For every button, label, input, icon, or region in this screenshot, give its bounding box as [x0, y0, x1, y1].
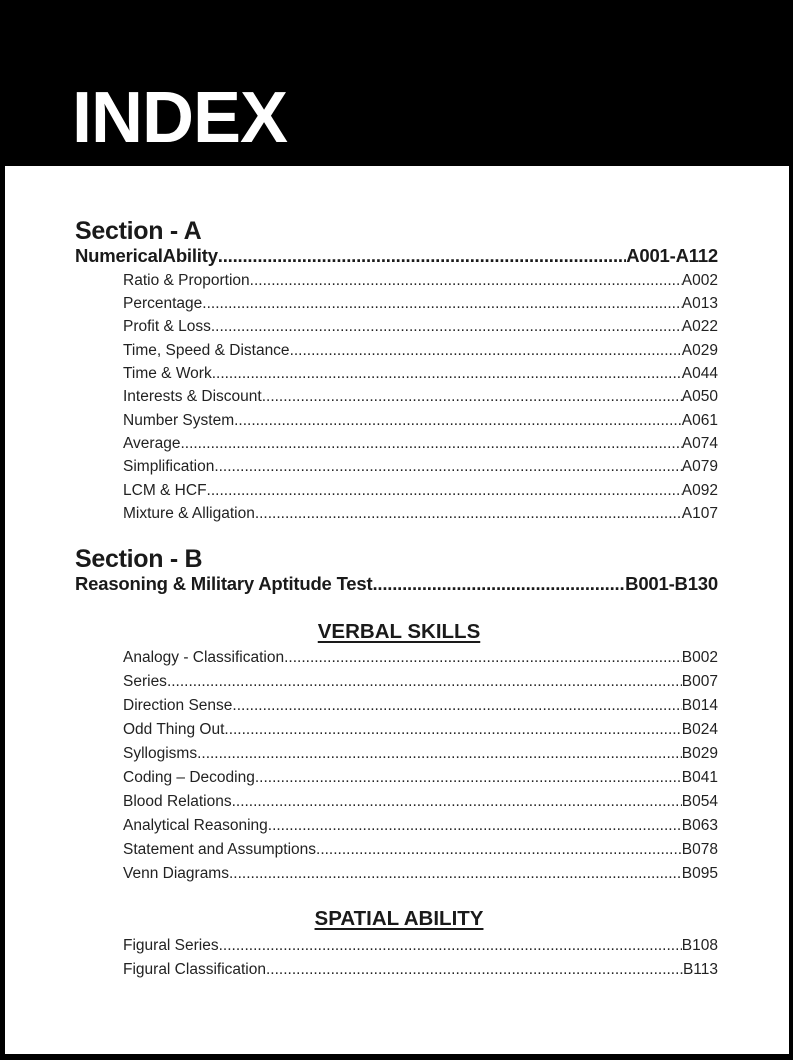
- toc-entry[interactable]: [123, 720, 718, 740]
- entry-page: A044: [681, 365, 718, 382]
- entry-page: A107: [681, 505, 718, 522]
- toc-entry[interactable]: [123, 294, 718, 314]
- entry-label: Mixture & Alligation: [123, 505, 255, 522]
- dot-leader: [262, 387, 682, 407]
- entry-label: Percentage: [123, 295, 203, 312]
- entry-label: Statement and Assumptions: [123, 841, 317, 858]
- toc-entry[interactable]: [123, 816, 718, 836]
- verbal-skills-heading: VERBAL SKILLS: [317, 620, 481, 643]
- entry-label: Ratio & Proportion: [123, 272, 250, 289]
- dot-leader: [284, 648, 682, 668]
- entry-page: A029: [681, 342, 718, 359]
- entry-page: B029: [681, 745, 718, 762]
- entry-page: B054: [681, 793, 718, 810]
- toc-entry[interactable]: [123, 364, 718, 384]
- dot-leader: [219, 936, 682, 956]
- section-a-main-entry[interactable]: [75, 245, 718, 267]
- toc-entry[interactable]: [123, 696, 718, 716]
- entry-page: A061: [681, 412, 718, 429]
- entry-label: Interests & Discount: [123, 388, 262, 405]
- toc-entry[interactable]: [123, 341, 718, 361]
- toc-entry[interactable]: [123, 457, 718, 477]
- entry-page: A013: [681, 295, 718, 312]
- entry-label: LCM & HCF: [123, 482, 207, 499]
- dot-leader: [207, 481, 682, 501]
- entry-page: B063: [681, 817, 718, 834]
- entry-label: Coding – Decoding: [123, 769, 255, 786]
- toc-entry[interactable]: [123, 317, 718, 337]
- section-a-heading: Section - A: [75, 217, 202, 245]
- section-b-heading: Section - B: [75, 545, 203, 573]
- toc-entry[interactable]: [123, 768, 718, 788]
- entry-page: A002: [681, 272, 718, 289]
- entry-page: B002: [681, 649, 718, 666]
- dot-leader: [232, 696, 681, 716]
- header-banner: [0, 0, 793, 166]
- entry-label: Direction Sense: [123, 697, 233, 714]
- entry-label: Simplification: [123, 458, 215, 475]
- entry-page: B078: [681, 841, 718, 858]
- dot-leader: [212, 364, 682, 384]
- toc-entry[interactable]: [123, 864, 718, 884]
- entry-page: B041: [681, 769, 718, 786]
- entry-label: Average: [123, 435, 181, 452]
- dot-leader: [234, 411, 682, 431]
- toc-entry[interactable]: [123, 744, 718, 764]
- entry-label: Blood Relations: [123, 793, 232, 810]
- entry-page: B108: [681, 937, 718, 954]
- dot-leader: [232, 792, 682, 812]
- entry-label: Time & Work: [123, 365, 212, 382]
- entry-page: B014: [681, 697, 718, 714]
- entry-label: Venn Diagrams: [123, 865, 229, 882]
- entry-page: B095: [681, 865, 718, 882]
- entry-page: A001-A112: [626, 245, 718, 266]
- dot-leader: [224, 720, 681, 740]
- entry-page: B001-B130: [625, 573, 718, 594]
- toc-entry[interactable]: [123, 504, 718, 524]
- dot-leader: [268, 816, 682, 836]
- section-b-main-entry[interactable]: [75, 573, 718, 595]
- entry-page: A022: [681, 318, 718, 335]
- dot-leader: [266, 960, 683, 980]
- entry-page: A074: [681, 435, 718, 452]
- dot-leader: [229, 864, 682, 884]
- entry-page: A092: [681, 482, 718, 499]
- entry-page: A079: [681, 458, 718, 475]
- toc-entry[interactable]: [123, 271, 718, 291]
- entry-label: Time, Speed & Distance: [123, 342, 290, 359]
- toc-entry[interactable]: [123, 792, 718, 812]
- toc-entry[interactable]: [123, 840, 718, 860]
- dot-leader: [290, 341, 682, 361]
- entry-label: Syllogisms: [123, 745, 198, 762]
- dot-leader: [167, 672, 682, 692]
- toc-entry[interactable]: [123, 936, 718, 956]
- entry-label: Figural Series: [123, 937, 219, 954]
- entry-label: Analogy - Classification: [123, 649, 285, 666]
- entry-page: B113: [682, 961, 718, 978]
- dot-leader: [316, 840, 682, 860]
- dot-leader: [372, 573, 625, 595]
- dot-leader: [218, 245, 626, 267]
- toc-entry[interactable]: [123, 434, 718, 454]
- entry-label: Series: [123, 673, 167, 690]
- toc-entry[interactable]: [123, 481, 718, 501]
- toc-entry[interactable]: [123, 672, 718, 692]
- dot-leader: [197, 744, 682, 764]
- dot-leader: [211, 317, 682, 337]
- entry-label: Odd Thing Out: [123, 721, 225, 738]
- dot-leader: [255, 768, 682, 788]
- dot-leader: [202, 294, 682, 314]
- toc-entry[interactable]: [123, 387, 718, 407]
- entry-page: B024: [681, 721, 718, 738]
- dot-leader: [250, 271, 682, 291]
- toc-entry[interactable]: [123, 411, 718, 431]
- entry-label: Profit & Loss: [123, 318, 211, 335]
- page-title: INDEX: [72, 78, 288, 158]
- entry-label: Reasoning & Military Aptitude Test: [75, 573, 373, 594]
- entry-label: Number System: [123, 412, 235, 429]
- spatial-ability-heading: SPATIAL ABILITY: [314, 907, 484, 930]
- entry-label: NumericalAbility: [75, 245, 218, 266]
- dot-leader: [180, 434, 681, 454]
- toc-entry[interactable]: [123, 960, 718, 980]
- entry-label: Figural Classification: [123, 961, 266, 978]
- entry-page: A050: [681, 388, 718, 405]
- dot-leader: [214, 457, 681, 477]
- entry-label: Analytical Reasoning: [123, 817, 268, 834]
- toc-entry[interactable]: [123, 648, 718, 668]
- index-page: [5, 166, 789, 1054]
- dot-leader: [255, 504, 682, 524]
- entry-page: B007: [681, 673, 718, 690]
